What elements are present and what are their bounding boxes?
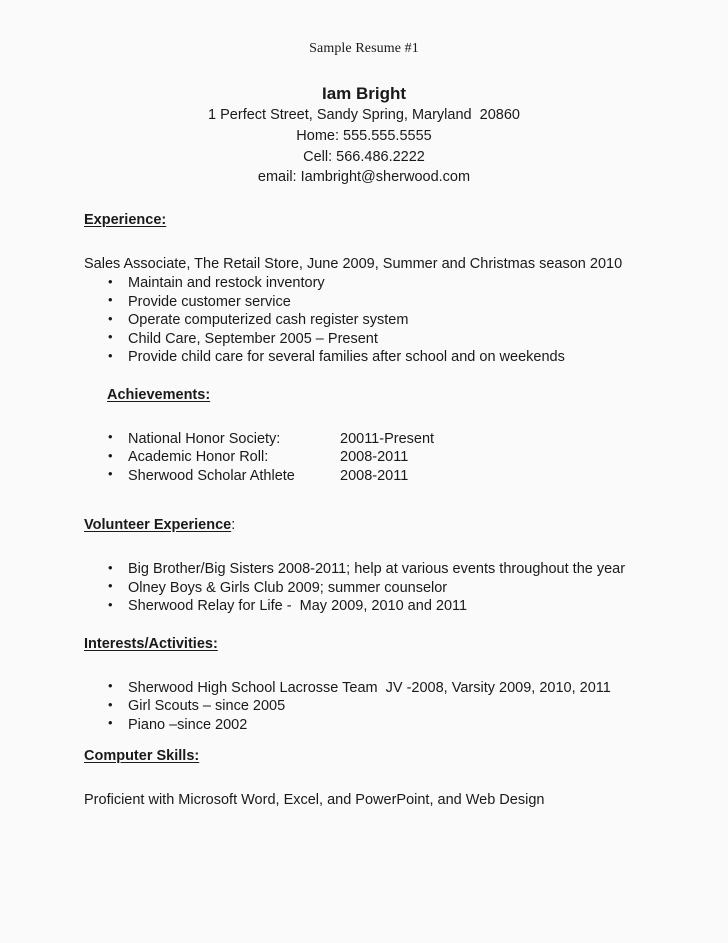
list-item: • Girl Scouts – since 2005 [84,697,688,716]
spacer [84,616,688,635]
spacer [84,766,688,791]
section-heading-volunteer-label: Volunteer Experience [84,517,232,534]
home-phone-line: Home: 555.555.5555 [296,128,432,145]
list-item: • Child Care, September 2005 – Present [84,330,688,349]
resume-body [0,211,728,811]
spacer [84,367,688,386]
table-row [84,448,688,467]
section-heading-achievements [107,386,688,405]
section-heading-interests-label: Interests/Activities: [84,635,218,652]
achievement-label: • National Honor Society: [128,430,281,447]
list-item: • Piano –since 2002 [84,716,688,735]
achievements-list [84,430,688,486]
section-heading-computer-skills-label: Computer Skills: [84,748,200,765]
spacer [84,734,688,747]
list-item: • Maintain and restock inventory [84,274,688,293]
cell-phone-line: Cell: 566.486.2222 [303,148,425,165]
achievement-label: • Sherwood Scholar Athlete [128,467,295,484]
section-heading-experience-label: Experience: [84,211,167,228]
interests-bullet-list [84,679,688,735]
applicant-name: Iam Bright [321,84,407,103]
contact-header [0,83,728,188]
spacer [84,535,688,560]
achievement-date: 2008-2011 [340,467,409,484]
table-row [84,430,688,449]
document-title: Sample Resume #1 [309,41,419,56]
section-heading-volunteer [84,516,688,535]
volunteer-bullet-list [84,560,688,616]
experience-lead-line: Sales Associate, The Retail Store, June 2009, Summer and Christmas season 2010 [84,255,623,272]
list-item: • Operate computerized cash register system [84,311,688,330]
list-item: • Provide customer service [84,293,688,312]
achievement-date: 20011-Present [340,430,435,447]
spacer [84,230,688,255]
section-heading-experience [84,211,688,230]
list-item: • Big Brother/Big Sisters 2008-2011; help at various events throughout the year [84,560,688,579]
achievement-date: 2008-2011 [340,449,409,466]
address-line: 1 Perfect Street, Sandy Spring, Maryland 20860 [208,107,520,124]
list-item: • Sherwood High School Lacrosse Team JV -2008, Varsity 2009, 2010, 2011 [84,679,688,698]
experience-bullet-list [84,274,688,367]
achievement-label: • Academic Honor Roll: [128,449,269,466]
list-item: • Olney Boys & Girls Club 2009; summer counselor [84,579,688,598]
email-line: email: Iambright@sherwood.com [257,169,471,186]
section-heading-volunteer-colon: : [231,517,236,534]
spacer [84,654,688,679]
list-item: • Provide child care for several families after school and on weekends [84,348,688,367]
computer-skills-body: Proficient with Microsoft Word, Excel, and PowerPoint, and Web Design [84,792,545,809]
list-item: • Sherwood Relay for Life - May 2009, 2010 and 2011 [84,597,688,616]
section-heading-interests [84,635,688,654]
section-heading-achievements-label: Achievements: [107,386,211,403]
spacer [84,485,688,516]
section-heading-computer-skills [84,747,688,766]
spacer [84,405,688,430]
table-row [84,467,688,486]
